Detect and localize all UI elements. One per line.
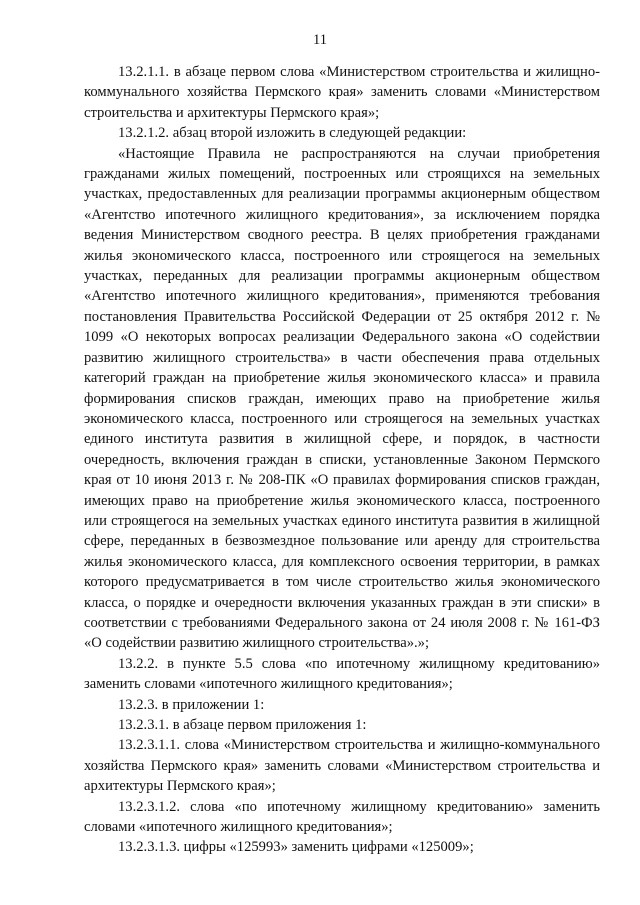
document-body <box>84 62 600 858</box>
paragraph-13-2-3-1: 13.2.3.1. в абзаце первом приложения 1: <box>118 717 367 733</box>
paragraph-new-wording: «Настоящие Правила не распространяются на случаи приобретения гражданами жилых помещений, построенных или строящихся на земельных участках, предоставленных для реализации программы акционерным обществом «Агентство ипотечного жилищного кредитования», за исключением порядка ведения Министерством сводного реестра. В целях приобретения гражданами жилья экономического класса, построенного или строящегося на земельных участках, переданных для реализации программы акционерным обществом «Агентство ипотечного жилищного кредитования», применяются требования постановления Правительства Российской Федерации от 25 октября 2012 г. № 1099 «О некоторых вопросах реализации Федерального закона «О содействии развитию жилищного строительства» в части обеспечения права отдельных категорий граждан на приобретение жилья экономического класса» и правила формирования списков граждан, имеющих право на приобретение жилья экономического класса, построенного или строящегося на земельных участках единого института развития в жилищной сфере, и порядок, в частности очередность, включения граждан в списки, установленные Законом Пермского края от 10 июня 2013 г. № 208-ПК «О правилах формирования списков граждан, имеющих право на приобретение жилья экономического класса, построенного или строящегося на земельных участках единого института развития в жилищной сфере, переданных в безвозмездное пользование или аренду для строительства жилья экономического класса, для комплексного освоения территории, в рамках которого предусматривается в том числе строительство жилья экономического класса, о порядке и очередности включения указанных граждан в эти списки» в соответствии с требованиями Федерального закона от 24 июля 2008 г. № 161-ФЗ «О содействии развитию жилищного строительства».»; <box>84 145 600 652</box>
paragraph-13-2-2: 13.2.2. в пункте 5.5 слова «по ипотечному жилищному кредитованию» заменить словами «ипотечного жилищного кредитования»; <box>84 655 600 693</box>
paragraph-13-2-3: 13.2.3. в приложении 1: <box>118 696 265 713</box>
paragraph-13-2-3-1-1: 13.2.3.1.1. слова «Министерством строительства и жилищно-коммунального хозяйства Пермского края» заменить словами «Министерством строительства и архитектуры Пермского края»; <box>84 737 600 795</box>
paragraph-13-2-1-1: 13.2.1.1. в абзаце первом слова «Министерством строительства и жилищно-коммунального хозяйства Пермского края» заменить словами «Министерством строительства и архитектуры Пермского края»; <box>84 64 600 121</box>
paragraph-13-2-3-1-2: 13.2.3.1.2. слова «по ипотечному жилищному кредитованию» заменить словами «ипотечного жилищного кредитования»; <box>84 798 600 836</box>
paragraph-13-2-1-2: 13.2.1.2. абзац второй изложить в следующей редакции: <box>118 125 467 142</box>
paragraph-13-2-3-1-3: 13.2.3.1.3. цифры «125993» заменить цифрами «125009»; <box>118 839 474 856</box>
page-number: 11 <box>313 32 327 48</box>
